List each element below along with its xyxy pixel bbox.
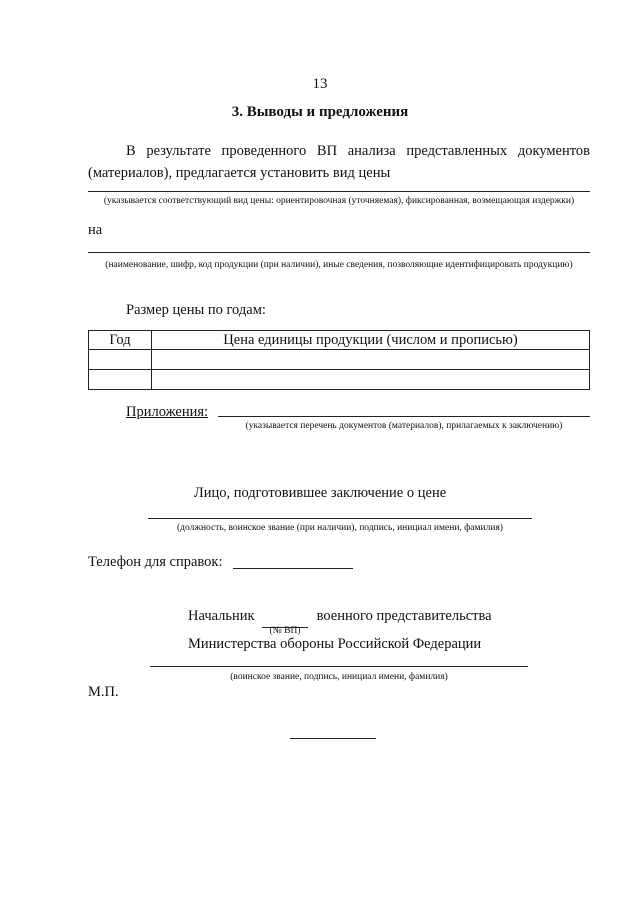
- chief-prefix: Начальник: [188, 608, 255, 624]
- product-caption: (наименование, шифр, код продукции (при наличии), иные сведения, позволяющие идентифицировать продукцию): [105, 260, 573, 270]
- closing-separator-line: [290, 738, 376, 739]
- table-row: [89, 350, 590, 370]
- price-cell[interactable]: [152, 350, 590, 370]
- chief-signature-blank-line: [150, 666, 528, 667]
- price-type-caption: (указывается соответствующий вид цены: ориентировочная (уточняемая), фиксированная, возмещающая издержки): [103, 196, 575, 206]
- product-blank-line: [88, 252, 590, 253]
- ministry-line: Министерства обороны Российской Федерации: [188, 636, 482, 652]
- appendices-blank-line: [218, 416, 590, 417]
- price-table: [88, 330, 590, 390]
- unit-price-column-header: Цена единицы продукции (числом и прописью): [152, 331, 590, 350]
- chief-signature-caption: (воинское звание, подпись, инициал имени, фамилия): [230, 672, 448, 682]
- na-label: на: [88, 222, 103, 238]
- appendices-caption: (указывается перечень документов (материалов), прилагаемых к заключению): [245, 421, 563, 431]
- preparer-blank-line: [148, 518, 532, 519]
- section-heading: 3. Выводы и предложения: [231, 104, 409, 120]
- intro-paragraph: В результате проведенного ВП анализа представленных документов (материалов), предлагается установить вид цены: [88, 143, 590, 181]
- preparer-label: Лицо, подготовившее заключение о цене: [193, 485, 447, 501]
- price-table-header-row: [89, 331, 590, 350]
- table-row: [89, 370, 590, 390]
- price-cell[interactable]: [152, 370, 590, 390]
- year-column-header: Год: [89, 331, 152, 350]
- appendices-label: Приложения:: [126, 404, 209, 420]
- year-cell[interactable]: [89, 350, 152, 370]
- page-number: 13: [312, 76, 328, 92]
- price-type-blank-line: [88, 191, 590, 192]
- phone-blank-line: [233, 568, 353, 569]
- preparer-caption: (должность, воинское звание (при наличии), подпись, инициал имени, фамилия): [177, 523, 503, 533]
- prices-by-year-label: Размер цены по годам:: [126, 302, 266, 318]
- phone-label: Телефон для справок:: [88, 554, 223, 570]
- chief-suffix: военного представительства: [316, 608, 492, 624]
- chief-line: [188, 608, 492, 625]
- year-cell[interactable]: [89, 370, 152, 390]
- vp-number-caption: (№ ВП): [269, 626, 301, 636]
- stamp-place-label: М.П.: [88, 684, 119, 700]
